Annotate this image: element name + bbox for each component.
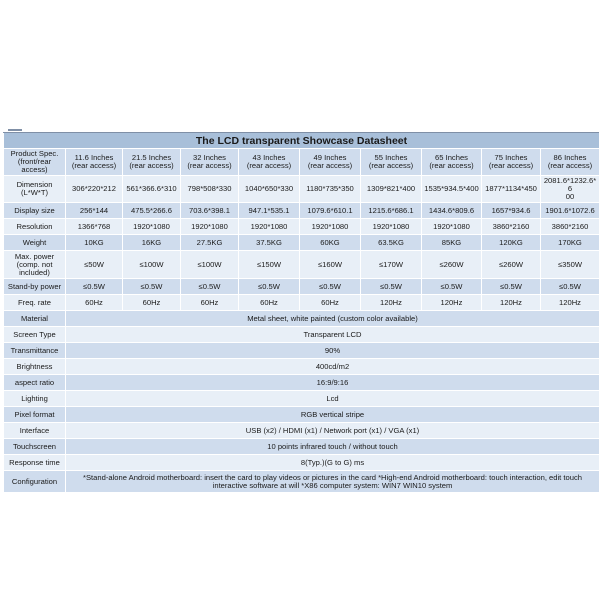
spec-row <box>4 176 600 203</box>
common-value: 10 points infrared touch / without touch <box>66 439 600 455</box>
spec-cell: 1920*1080 <box>123 219 181 235</box>
spec-cell: 1309*821*400 <box>361 176 422 203</box>
spec-cell: 32 Inches (rear access) <box>181 149 239 176</box>
spec-cell: 120Hz <box>361 295 422 311</box>
spec-cell: 10KG <box>66 235 123 251</box>
spec-cell: 1877*1134*450 <box>482 176 541 203</box>
row-label: Response time <box>4 455 66 471</box>
spec-cell: 3860*2160 <box>482 219 541 235</box>
top-left-divider <box>8 129 22 131</box>
row-label: Material <box>4 311 66 327</box>
spec-cell: 86 Inches (rear access) <box>541 149 600 176</box>
row-label: Pixel format <box>4 407 66 423</box>
spec-cell: 1366*768 <box>66 219 123 235</box>
common-value: 16:9/9:16 <box>66 375 600 391</box>
spec-cell: 1079.6*610.1 <box>300 203 361 219</box>
common-value: Lcd <box>66 391 600 407</box>
common-row <box>4 423 600 439</box>
spec-cell: 120Hz <box>482 295 541 311</box>
spec-cell: 1215.6*686.1 <box>361 203 422 219</box>
row-label: Stand-by power <box>4 279 66 295</box>
spec-cell: 798*508*330 <box>181 176 239 203</box>
row-label: Product Spec. (front/rear access) <box>4 149 66 176</box>
common-value: 90% <box>66 343 600 359</box>
spec-cell: 2081.6*1232.6*6 00 <box>541 176 600 203</box>
common-row <box>4 311 600 327</box>
spec-cell: ≤0.5W <box>361 279 422 295</box>
datasheet-title: The LCD transparent Showcase Datasheet <box>4 133 600 149</box>
common-value: USB (x2) / HDMI (x1) / Network port (x1) / VGA (x1) <box>66 423 600 439</box>
spec-row <box>4 219 600 235</box>
spec-cell: 120Hz <box>541 295 600 311</box>
spec-cell: 561*366.6*310 <box>123 176 181 203</box>
spec-cell: 60Hz <box>66 295 123 311</box>
spec-cell: ≤160W <box>300 251 361 279</box>
spec-cell: 1535*934.5*400 <box>422 176 482 203</box>
spec-row <box>4 279 600 295</box>
spec-cell: 55 Inches (rear access) <box>361 149 422 176</box>
spec-cell: ≤100W <box>123 251 181 279</box>
spec-cell: 3860*2160 <box>541 219 600 235</box>
spec-cell: 1901.6*1072.6 <box>541 203 600 219</box>
spec-cell: 475.5*266.6 <box>123 203 181 219</box>
spec-row <box>4 149 600 176</box>
common-value: RGB vertical stripe <box>66 407 600 423</box>
spec-cell: ≤0.5W <box>482 279 541 295</box>
common-value: 400cd/m2 <box>66 359 600 375</box>
spec-cell: ≤0.5W <box>123 279 181 295</box>
configuration-value: *Stand-alone Android motherboard: insert the card to play videos or pictures in the card *High-end Android motherboard: touch interaction, edit touch interactive software at will *X86 computer system: WIN7 WIN10 system <box>66 471 600 493</box>
spec-cell: 1657*934.6 <box>482 203 541 219</box>
spec-cell: ≤350W <box>541 251 600 279</box>
spec-cell: 703.6*398.1 <box>181 203 239 219</box>
spec-cell: 306*220*212 <box>66 176 123 203</box>
spec-cell: 60Hz <box>239 295 300 311</box>
common-row <box>4 391 600 407</box>
common-row <box>4 327 600 343</box>
spec-cell: 120Hz <box>422 295 482 311</box>
common-row <box>4 455 600 471</box>
spec-cell: 75 Inches (rear access) <box>482 149 541 176</box>
spec-row <box>4 251 600 279</box>
row-label: Screen Type <box>4 327 66 343</box>
spec-cell: 1920*1080 <box>361 219 422 235</box>
spec-cell: 60KG <box>300 235 361 251</box>
row-label: Touchscreen <box>4 439 66 455</box>
datasheet-table <box>3 132 600 493</box>
row-label: Dimension (L*W*T) <box>4 176 66 203</box>
common-row <box>4 407 600 423</box>
spec-cell: 1920*1080 <box>422 219 482 235</box>
spec-cell: 63.5KG <box>361 235 422 251</box>
spec-cell: 49 Inches (rear access) <box>300 149 361 176</box>
common-row <box>4 359 600 375</box>
spec-cell: ≤0.5W <box>181 279 239 295</box>
spec-cell: 170KG <box>541 235 600 251</box>
spec-cell: ≤0.5W <box>422 279 482 295</box>
spec-cell: 1920*1080 <box>181 219 239 235</box>
common-value: Transparent LCD <box>66 327 600 343</box>
spec-row <box>4 235 600 251</box>
spec-cell: ≤0.5W <box>66 279 123 295</box>
spec-row <box>4 295 600 311</box>
row-label: Interface <box>4 423 66 439</box>
spec-cell: ≤150W <box>239 251 300 279</box>
spec-cell: 85KG <box>422 235 482 251</box>
spec-cell: ≤170W <box>361 251 422 279</box>
spec-cell: 1434.6*809.6 <box>422 203 482 219</box>
spec-cell: ≤100W <box>181 251 239 279</box>
spec-cell: 27.5KG <box>181 235 239 251</box>
spec-cell: 1040*650*330 <box>239 176 300 203</box>
row-label: Brightness <box>4 359 66 375</box>
row-label: Display size <box>4 203 66 219</box>
common-row <box>4 439 600 455</box>
row-label: Resolution <box>4 219 66 235</box>
spec-cell: 65 Inches (rear access) <box>422 149 482 176</box>
row-label: Configuration <box>4 471 66 493</box>
row-label: Transmittance <box>4 343 66 359</box>
row-label: Max. power (comp. not included) <box>4 251 66 279</box>
spec-cell: ≤0.5W <box>541 279 600 295</box>
spec-cell: 120KG <box>482 235 541 251</box>
common-row <box>4 343 600 359</box>
configuration-row <box>4 471 600 493</box>
row-label: aspect ratio <box>4 375 66 391</box>
row-label: Lighting <box>4 391 66 407</box>
spec-cell: 16KG <box>123 235 181 251</box>
spec-cell: 256*144 <box>66 203 123 219</box>
common-value: Metal sheet, white painted (custom color available) <box>66 311 600 327</box>
spec-cell: 11.6 Inches (rear access) <box>66 149 123 176</box>
spec-cell: ≤260W <box>422 251 482 279</box>
spec-cell: 43 Inches (rear access) <box>239 149 300 176</box>
common-value: 8(Typ.)(G to G) ms <box>66 455 600 471</box>
spec-cell: 1180*735*350 <box>300 176 361 203</box>
spec-cell: 60Hz <box>123 295 181 311</box>
spec-cell: 60Hz <box>181 295 239 311</box>
spec-cell: ≤260W <box>482 251 541 279</box>
spec-cell: ≤50W <box>66 251 123 279</box>
spec-cell: 1920*1080 <box>239 219 300 235</box>
row-label: Freq. rate <box>4 295 66 311</box>
spec-cell: ≤0.5W <box>300 279 361 295</box>
spec-cell: 37.5KG <box>239 235 300 251</box>
spec-cell: 60Hz <box>300 295 361 311</box>
spec-row <box>4 203 600 219</box>
row-label: Weight <box>4 235 66 251</box>
spec-cell: ≤0.5W <box>239 279 300 295</box>
spec-cell: 1920*1080 <box>300 219 361 235</box>
spec-cell: 947.1*535.1 <box>239 203 300 219</box>
common-row <box>4 375 600 391</box>
spec-cell: 21.5 Inches (rear access) <box>123 149 181 176</box>
